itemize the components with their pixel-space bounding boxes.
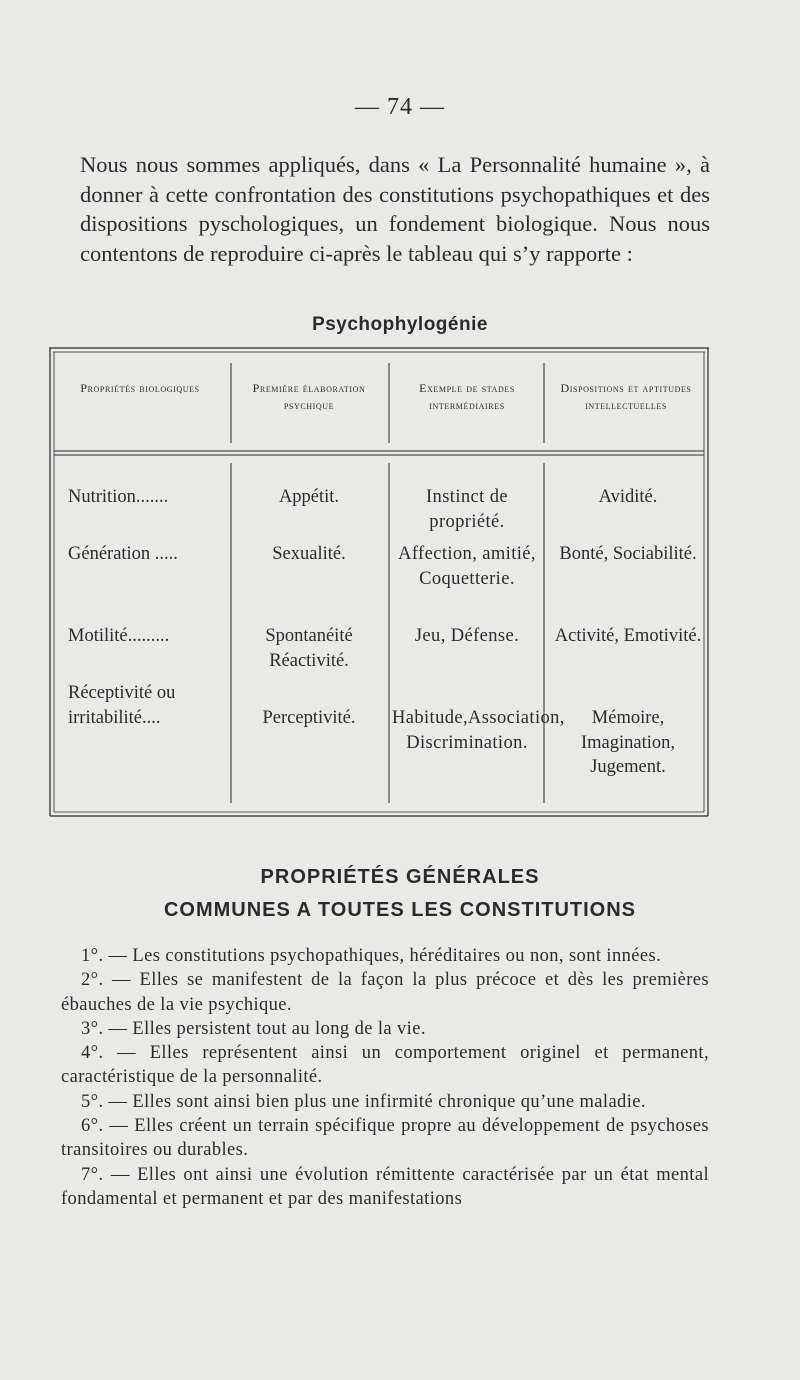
table-cell: Motilité......... xyxy=(68,626,170,646)
page-number: — 74 — xyxy=(355,94,445,120)
table-cell: Réceptivité ou irritabilité.... xyxy=(68,683,176,728)
section-title-line-1: PROPRIÉTÉS GÉNÉRALES xyxy=(260,866,540,888)
table-cell: Habitude,Association, Discrimination. xyxy=(392,708,565,753)
table-cell: Perceptivité. xyxy=(262,708,356,728)
property-item: 5°. — Elles sont ainsi bien plus une infirmité chronique qu’une maladie. xyxy=(81,1091,646,1112)
table-cell: Affection, amitié, Coquetterie. xyxy=(398,544,536,589)
section-title-line-2: COMMUNES A TOUTES LES CONSTITUTIONS xyxy=(163,899,637,921)
table-cell: Instinct de propriété. xyxy=(426,487,508,532)
table-cell: Spontanéité Réactivité. xyxy=(265,626,353,671)
table-cell: Nutrition....... xyxy=(68,487,169,507)
header-elaboration: Première élaboration psychique xyxy=(252,381,366,412)
table-cell: Bonté, Sociabilité. xyxy=(559,544,697,564)
intro-paragraph: Nous nous sommes appliqués, dans « La Personnalité humaine », à donner à cette confrontation des constitutions psychopathiques et des dispositions pyschologiques, un fondement biologique. Nous nous contentons de reproduire ci-après le tableau qui s’y rapporte : xyxy=(80,152,710,266)
property-item: 4°. — Elles représentent ainsi un comportement originel et permanent, caractéristique de la personnalité. xyxy=(61,1043,709,1088)
table-cell: Activité, Emotivité. xyxy=(554,626,702,646)
header-proprietes: Propriétés biologiques xyxy=(80,381,200,395)
property-item: 6°. — Elles créent un terrain spécifique propre au développement de psychoses transitoires ou durables. xyxy=(61,1116,709,1161)
property-item: 1°. — Les constitutions psychopathiques, héréditaires ou non, sont innées. xyxy=(81,946,662,966)
property-item: 7°. — Elles ont ainsi une évolution rémittente caractérisée par un état mental fondamental et permanent et par des manifestations xyxy=(61,1164,709,1209)
table-cell: Jeu, Défense. xyxy=(414,626,520,646)
table-cell: Avidité. xyxy=(598,487,658,507)
header-dispositions: Dispositions et aptitudes intellectuelles xyxy=(560,381,692,412)
table-cell: Appétit. xyxy=(278,487,340,507)
table-cell: Sexualité. xyxy=(272,544,346,564)
table-cell: Mémoire, Imagination, Jugement. xyxy=(580,708,676,777)
property-item: 2°. — Elles se manifestent de la façon la plus précoce et dès les premières ébauches de la vie psychique. xyxy=(61,970,709,1015)
properties-list xyxy=(61,944,709,1211)
header-stades: Exemple de stades intermédiaires xyxy=(419,381,515,412)
table-cell: Génération ..... xyxy=(68,544,178,564)
property-item: 3°. — Elles persistent tout au long de la vie. xyxy=(81,1018,426,1039)
table-title: Psychophylogénie xyxy=(312,314,488,335)
